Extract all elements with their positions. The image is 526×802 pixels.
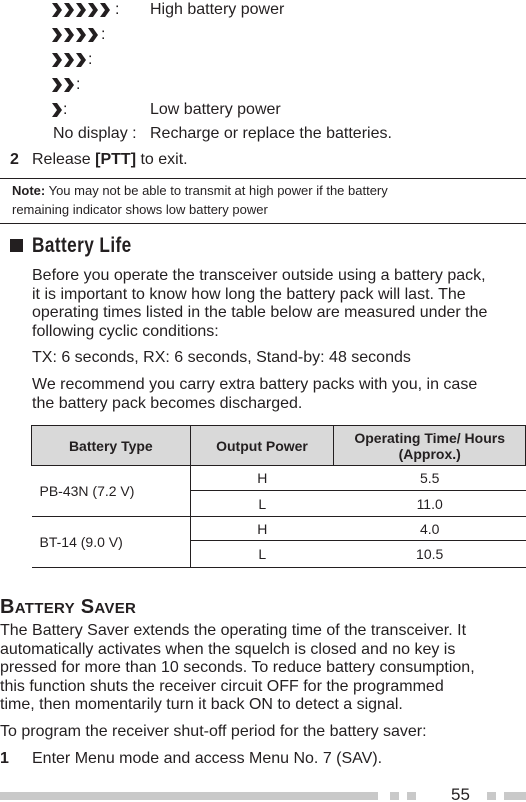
battery-saver-heading: BATTERY SAVER [0,596,137,618]
ptt-key-label: [PTT] [95,151,137,168]
battery-saver-program-intro: To program the receiver shut-off period for the battery saver: [0,723,427,740]
battery-3-bars-icon [52,53,90,67]
step-number: 2 [10,151,19,168]
battery-saver-description: The Battery Saver extends the operating time of the transceiver. It automatically activates when the squelch is closed and no key is pressed for more than 10 seconds. To reduce battery consumption, this function shuts the receiver circuit OFF for the programmed time, then momentarily turn it back ON to detect a signal. [0,622,475,713]
time-cell: 10.5 [334,541,526,568]
battery-5-bars-icon [52,3,114,17]
note-line-2: remaining indicator shows low battery power [12,202,268,217]
table-row [32,466,526,491]
battery-life-intro: Before you operate the transceiver outside using a battery pack, it is important to know how long the battery pack will last. The operating times listed in the table below are measured under the following cyclic conditions: [32,267,488,340]
battery-type-cell: PB-43N (7.2 V) [32,466,191,517]
no-display-desc: Recharge or replace the batteries. [150,125,392,142]
time-cell: 11.0 [334,491,526,517]
note-box [0,178,526,224]
battery-level-desc: Low battery power [150,101,281,118]
power-cell: H [190,517,334,541]
battery-colon: : [88,51,93,68]
footer-bar-segment [504,792,526,800]
note-line-1: Note: You may not be able to transmit at high power if the battery [12,183,388,198]
battery-colon: : [76,76,81,93]
page-number: 55 [451,785,470,802]
note-label: Note: [12,183,46,198]
footer-bar-segment [487,792,496,800]
step-2-text: Release [PTT] to exit. [32,151,188,168]
battery-type-cell: BT-14 (9.0 V) [32,517,191,568]
power-cell: H [190,466,334,491]
power-cell: L [190,541,334,568]
cyclic-conditions: TX: 6 seconds, RX: 6 seconds, Stand-by: 48 seconds [32,349,411,366]
battery-colon: : [101,26,106,43]
header-output-power: Output Power [190,426,334,466]
time-cell: 5.5 [334,466,526,491]
section-title: Battery Life [32,234,132,257]
battery-colon: : [115,1,120,18]
footer-bar [0,792,378,800]
header-operating-time: Operating Time/ Hours (Approx.) [334,426,526,466]
battery-life-recommendation: We recommend you carry extra battery packs with you, in case the battery pack becomes discharged. [32,376,478,412]
step-1-text: Enter Menu mode and access Menu No. 7 (SAV). [32,750,383,767]
power-cell: L [190,491,334,517]
table-row [32,517,526,541]
table-header-row [32,426,526,466]
battery-life-table [31,425,526,568]
section-square-icon [10,239,23,252]
no-display-label: No display : [53,125,137,142]
time-cell: 4.0 [334,517,526,541]
step-number: 1 [0,750,9,767]
battery-level-desc: High battery power [150,1,285,18]
battery-colon: : [63,101,68,118]
battery-2-bars-icon [52,78,78,92]
footer-bar-segment [390,792,399,800]
battery-4-bars-icon [52,28,102,42]
footer-bar-segment [407,792,416,800]
header-battery-type: Battery Type [32,426,191,466]
